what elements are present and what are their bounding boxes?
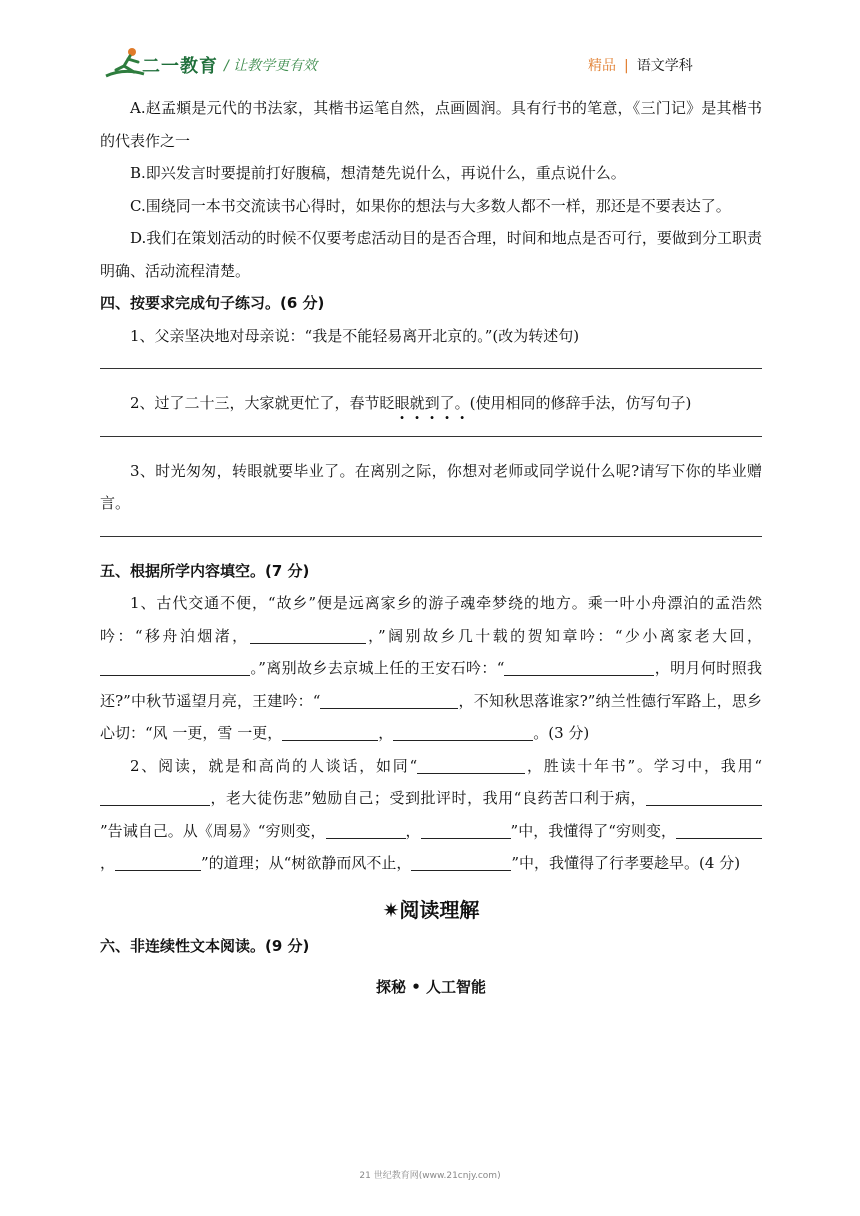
section5-heading: 五、根据所学内容填空。(7 分) xyxy=(100,561,310,580)
answer-line-q1[interactable] xyxy=(100,352,762,369)
section4-heading: 四、按要求完成句子练习。(6 分) xyxy=(100,294,325,312)
page-content xyxy=(100,92,762,1003)
header-separator: | xyxy=(624,58,629,74)
slogan: / 让教学更有效 xyxy=(224,58,318,74)
option-c: C.围绕同一本书交流读书心得时，如果你的想法与大多数人都不一样，那还是不要表达了。 xyxy=(130,196,731,215)
answer-line-q3[interactable] xyxy=(100,520,762,537)
option-a: A.赵孟頫是元代的书法家，其楷书运笔自然，点画圆润。具有行书的笔意，《三门记》是其楷书的代表作之一 xyxy=(100,99,762,150)
article-title: 探秘 • 人工智能 xyxy=(375,977,487,996)
section5-q1 xyxy=(100,587,762,750)
q2-text: ”告诫自己。从《周易》“穷则变， xyxy=(100,821,326,840)
fill-blank[interactable] xyxy=(646,787,762,806)
page-footer: 21 世纪教育网(www.21cnjy.com) xyxy=(359,1171,501,1181)
q2-text-post: 。(使用相同的修辞手法，仿写句子) xyxy=(454,394,692,412)
fill-blank[interactable] xyxy=(100,787,210,806)
dotted-char: 就 xyxy=(409,394,425,412)
logo-text: 二一教育 xyxy=(142,56,218,77)
fill-blank[interactable] xyxy=(411,852,511,871)
q2-text: 2、阅读，就是和高尚的人谈话，如同“ xyxy=(130,756,418,775)
fill-blank[interactable] xyxy=(115,852,201,871)
q1-text: 。(3 分) xyxy=(533,724,590,742)
fill-blank[interactable] xyxy=(250,625,366,644)
option-b: B.即兴发言时要提前打好腹稿，想清楚先说什么，再说什么，重点说什么。 xyxy=(130,164,626,182)
q1-text: ，不知秋思落谁家?”纳兰性德行军路上，思乡心切：“风 一更，雪 一更， xyxy=(100,691,762,742)
q1-text: ， xyxy=(378,724,394,742)
section5-q2 xyxy=(100,750,762,880)
q1-text: 1、古代交通不便，“故乡”便是远离家乡的游子魂牵梦绕的地方。乘一叶小舟漂泊的孟浩然吟：“移舟泊烟渚， xyxy=(100,594,762,645)
subject-label: 语文学科 xyxy=(636,58,693,74)
q1-text: ，明月何时照我还?”中秋节遥望月亮，王建吟：“ xyxy=(100,659,762,710)
q2-text: ”的道理；从“树欲静而风不止， xyxy=(201,854,412,872)
section4-q1: 1、父亲坚决地对母亲说：“我是不能轻易离开北京的。”(改为转述句) xyxy=(130,326,580,345)
fill-blank[interactable] xyxy=(676,820,762,839)
q2-text: ， xyxy=(405,821,421,840)
header-right xyxy=(588,55,693,75)
fill-blank[interactable] xyxy=(320,690,458,709)
section4-q3: 3、时光匆匆，转眼就要毕业了。在离别之际，你想对老师或同学说什么呢?请写下你的毕业赠言。 xyxy=(100,461,762,512)
q2-text: ，老大徒伤悲”勉励自己；受到批评时，我用“良药苦口利于病， xyxy=(210,789,646,807)
option-d: D.我们在策划活动的时候不仅要考虑活动目的是否合理，时间和地点是否可行，要做到分工职责明确、活动流程清楚。 xyxy=(100,229,762,280)
dotted-char: 到 xyxy=(424,394,440,412)
section6-heading: 六、非连续性文本阅读。(9 分) xyxy=(100,937,310,955)
q2-text: ，胜读十年书”。学习中，我用“ xyxy=(525,756,762,775)
q1-text: 。”离别故乡去京城上任的王安石吟：“ xyxy=(250,659,505,677)
dotted-char: 眨 xyxy=(379,394,395,412)
q2-text: ”中，我懂得了行孝要趁早。(4 分) xyxy=(511,854,741,872)
fill-blank[interactable] xyxy=(393,722,533,741)
q2-text-pre: 2、过了二十三，大家就更忙了，春节 xyxy=(130,394,380,412)
page-header xyxy=(0,0,860,90)
dotted-char: 了 xyxy=(439,394,455,412)
fill-blank[interactable] xyxy=(326,820,406,839)
fill-blank[interactable] xyxy=(417,755,525,774)
section4-q2 xyxy=(100,387,762,420)
fill-blank[interactable] xyxy=(504,657,654,676)
q2-text: ， xyxy=(100,854,116,872)
quality-label: 精品 xyxy=(588,58,616,74)
fill-blank[interactable] xyxy=(100,657,250,676)
fill-blank[interactable] xyxy=(282,722,378,741)
reading-section-title: ✷阅读理解 xyxy=(382,897,480,922)
q2-text: ”中，我懂得了“穷则变， xyxy=(510,821,676,840)
dotted-char: 眼 xyxy=(394,394,410,412)
q1-text: ，”阔别故乡几十载的贺知章吟：“少小离家老大回， xyxy=(365,626,762,645)
fill-blank[interactable] xyxy=(421,820,511,839)
